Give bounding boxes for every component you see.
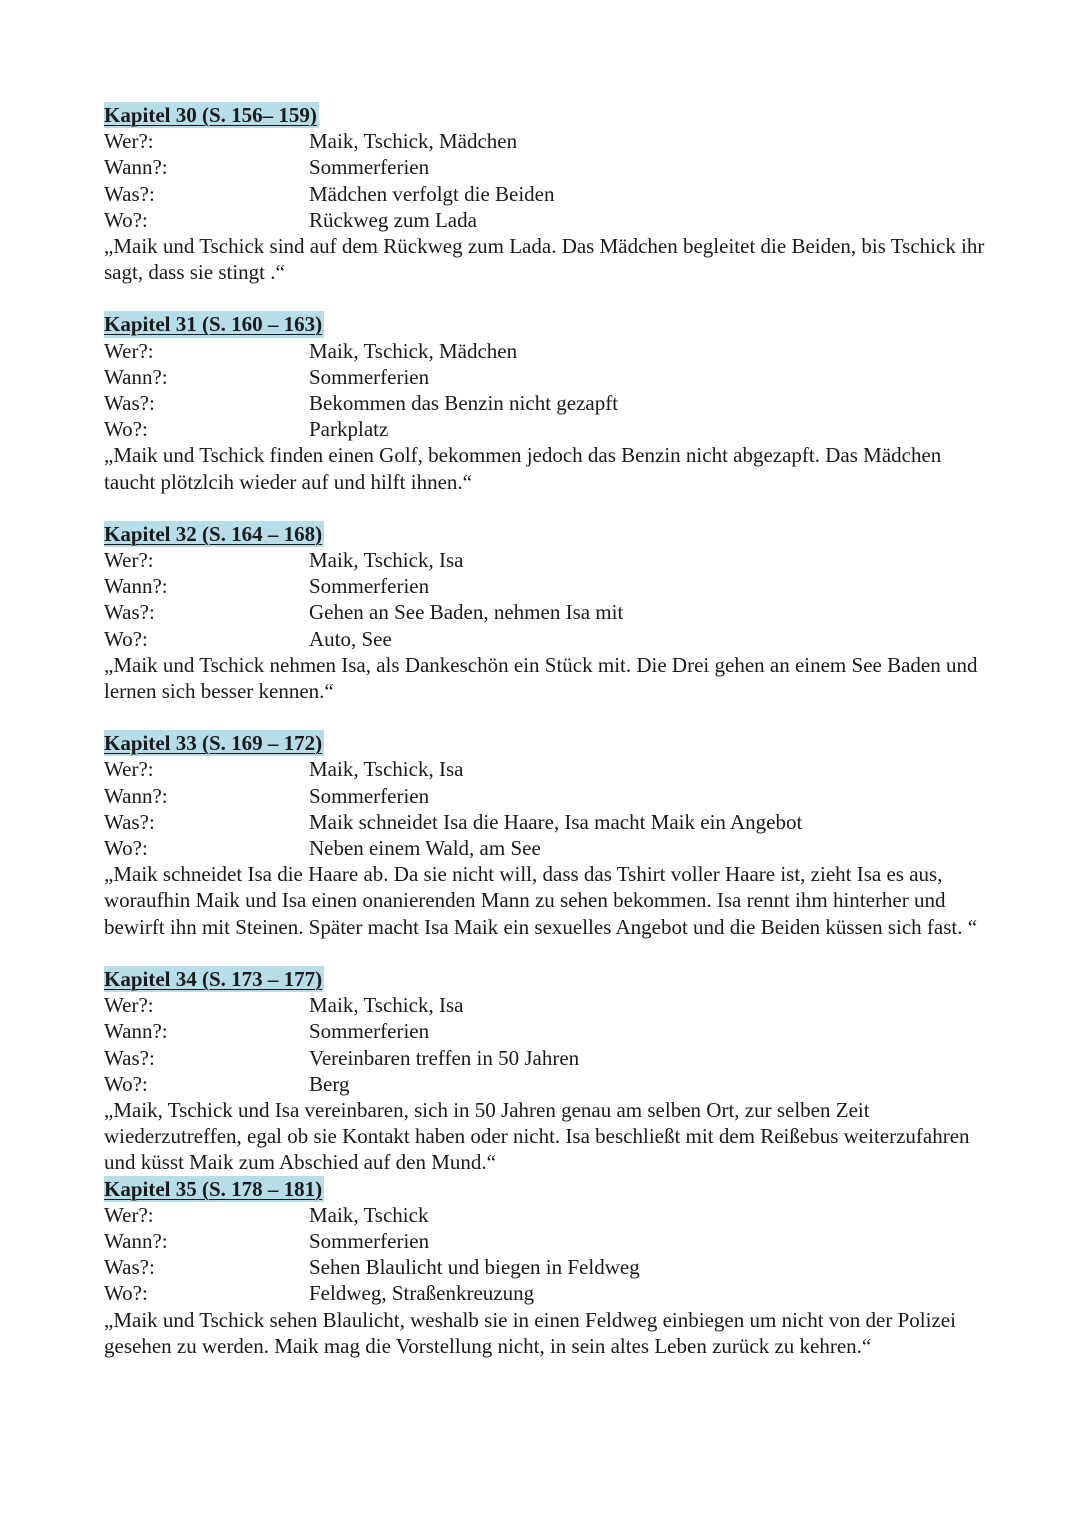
value-was: Vereinbaren treffen in 50 Jahren [309, 1045, 580, 1070]
value-was: Maik schneidet Isa die Haare, Isa macht Maik ein Angebot [309, 809, 803, 834]
row-wo [104, 835, 994, 861]
value-was: Gehen an See Baden, nehmen Isa mit [309, 600, 624, 625]
label-wann: Wann?: [104, 364, 168, 389]
label-wo: Wo?: [104, 626, 148, 651]
chapter-summary: „Maik und Tschick nehmen Isa, als Dankeschön ein Stück mit. Die Drei gehen an einem See Baden und lernen sich besser kennen.“ [104, 652, 978, 704]
chapter-heading: Kapitel 30 (S. 156– 159) [104, 103, 317, 127]
label-wer: Wer?: [104, 1202, 154, 1227]
row-was [104, 1254, 994, 1280]
label-wo: Wo?: [104, 207, 148, 232]
row-wer [104, 128, 994, 154]
value-wer: Maik, Tschick, Mädchen [309, 129, 518, 154]
value-wann: Sommerferien [309, 1228, 430, 1253]
value-wer: Maik, Tschick, Isa [309, 548, 464, 573]
value-wann: Sommerferien [309, 364, 430, 389]
value-was: Mädchen verfolgt die Beiden [309, 181, 555, 206]
value-wann: Sommerferien [309, 783, 430, 808]
chapter-heading: Kapitel 33 (S. 169 – 172) [104, 731, 323, 756]
row-was [104, 181, 994, 207]
label-was: Was?: [104, 391, 155, 416]
value-wo: Feldweg, Straßenkreuzung [309, 1281, 535, 1306]
chapter-35 [104, 1176, 994, 1359]
label-wo: Wo?: [104, 1071, 148, 1096]
label-was: Was?: [104, 600, 155, 625]
value-wer: Maik, Tschick, Mädchen [309, 338, 518, 363]
row-wann [104, 1228, 994, 1254]
value-was: Bekommen das Benzin nicht gezapft [309, 391, 619, 416]
row-wann [104, 154, 994, 180]
document-page [104, 102, 994, 1359]
label-wann: Wann?: [104, 783, 168, 808]
value-wo: Neben einem Wald, am See [309, 836, 541, 861]
label-wo: Wo?: [104, 417, 148, 442]
chapter-heading: Kapitel 34 (S. 173 – 177) [104, 966, 323, 991]
value-wer: Maik, Tschick, Isa [309, 993, 464, 1018]
label-wann: Wann?: [104, 155, 168, 180]
value-wo: Rückweg zum Lada [309, 207, 477, 232]
label-wer: Wer?: [104, 338, 154, 363]
row-wann [104, 364, 994, 390]
value-wann: Sommerferien [309, 155, 430, 180]
chapter-32 [104, 521, 994, 704]
label-wer: Wer?: [104, 129, 154, 154]
chapter-heading: Kapitel 35 (S. 178 – 181) [104, 1176, 323, 1201]
row-wo [104, 1071, 994, 1097]
chapter-heading: Kapitel 32 (S. 164 – 168) [104, 521, 323, 546]
label-wann: Wann?: [104, 1228, 168, 1253]
row-wer [104, 1202, 994, 1228]
value-wann: Sommerferien [309, 574, 430, 599]
row-wer [104, 756, 994, 782]
chapter-summary: „Maik, Tschick und Isa vereinbaren, sich in 50 Jahren genau am selben Ort, zur selben Zeit wiederzutreffen, egal ob sie Kontakt haben oder nicht. Isa beschließt mit dem Reißebus weiterzufahren und küsst Maik zum Abschied auf den Mund.“ [104, 1097, 970, 1175]
row-was [104, 809, 994, 835]
chapter-31 [104, 311, 994, 494]
chapter-summary: „Maik und Tschick sehen Blaulicht, weshalb sie in einen Feldweg einbiegen um nicht von der Polizei gesehen zu werden. Maik mag die Vorstellung nicht, in sein altes Leben zurück zu kehren.“ [104, 1307, 956, 1358]
label-wer: Wer?: [104, 757, 154, 782]
row-wo [104, 207, 994, 233]
chapter-summary: „Maik schneidet Isa die Haare ab. Da sie nicht will, dass das Tshirt voller Haare ist, zieht Isa es aus, woraufhin Maik und Isa einen onanierenden Mann zu sehen bekommen. Isa rennt ihm hinterher und bewirft ihn mit Steinen. Später macht Isa Maik ein sexuelles Angebot und die Beiden küssen sich fast. “ [104, 862, 978, 939]
value-wo: Berg [309, 1071, 350, 1096]
value-wo: Parkplatz [309, 417, 389, 442]
label-wann: Wann?: [104, 574, 168, 599]
row-wer [104, 547, 994, 573]
value-was: Sehen Blaulicht und biegen in Feldweg [309, 1255, 640, 1280]
row-was [104, 1045, 994, 1071]
chapter-heading: Kapitel 31 (S. 160 – 163) [104, 312, 323, 337]
row-wer [104, 992, 994, 1018]
chapter-30 [104, 102, 994, 285]
row-wann [104, 1018, 994, 1044]
chapter-summary: „Maik und Tschick finden einen Golf, bekommen jedoch das Benzin nicht abgezapft. Das Mädchen taucht plötzlcih wieder auf und hilft ihnen.“ [104, 443, 942, 494]
value-wer: Maik, Tschick, Isa [309, 757, 464, 782]
chapter-33 [104, 730, 994, 940]
chapter-34 [104, 966, 994, 1176]
row-wo [104, 416, 994, 442]
value-wo: Auto, See [309, 626, 392, 651]
row-wo [104, 626, 994, 652]
value-wer: Maik, Tschick [309, 1202, 429, 1227]
row-wo [104, 1280, 994, 1306]
label-wo: Wo?: [104, 836, 148, 861]
row-was [104, 599, 994, 625]
value-wann: Sommerferien [309, 1019, 430, 1044]
label-was: Was?: [104, 809, 155, 834]
label-wo: Wo?: [104, 1281, 148, 1306]
chapter-summary: „Maik und Tschick sind auf dem Rückweg zum Lada. Das Mädchen begleitet die Beiden, bis Tschick ihr sagt, dass sie stingt .“ [104, 234, 985, 285]
label-was: Was?: [104, 1045, 155, 1070]
label-was: Was?: [104, 1255, 155, 1280]
row-wer [104, 338, 994, 364]
row-wann [104, 573, 994, 599]
row-was [104, 390, 994, 416]
label-wann: Wann?: [104, 1019, 168, 1044]
label-wer: Wer?: [104, 993, 154, 1018]
label-was: Was?: [104, 181, 155, 206]
label-wer: Wer?: [104, 548, 154, 573]
row-wann [104, 783, 994, 809]
